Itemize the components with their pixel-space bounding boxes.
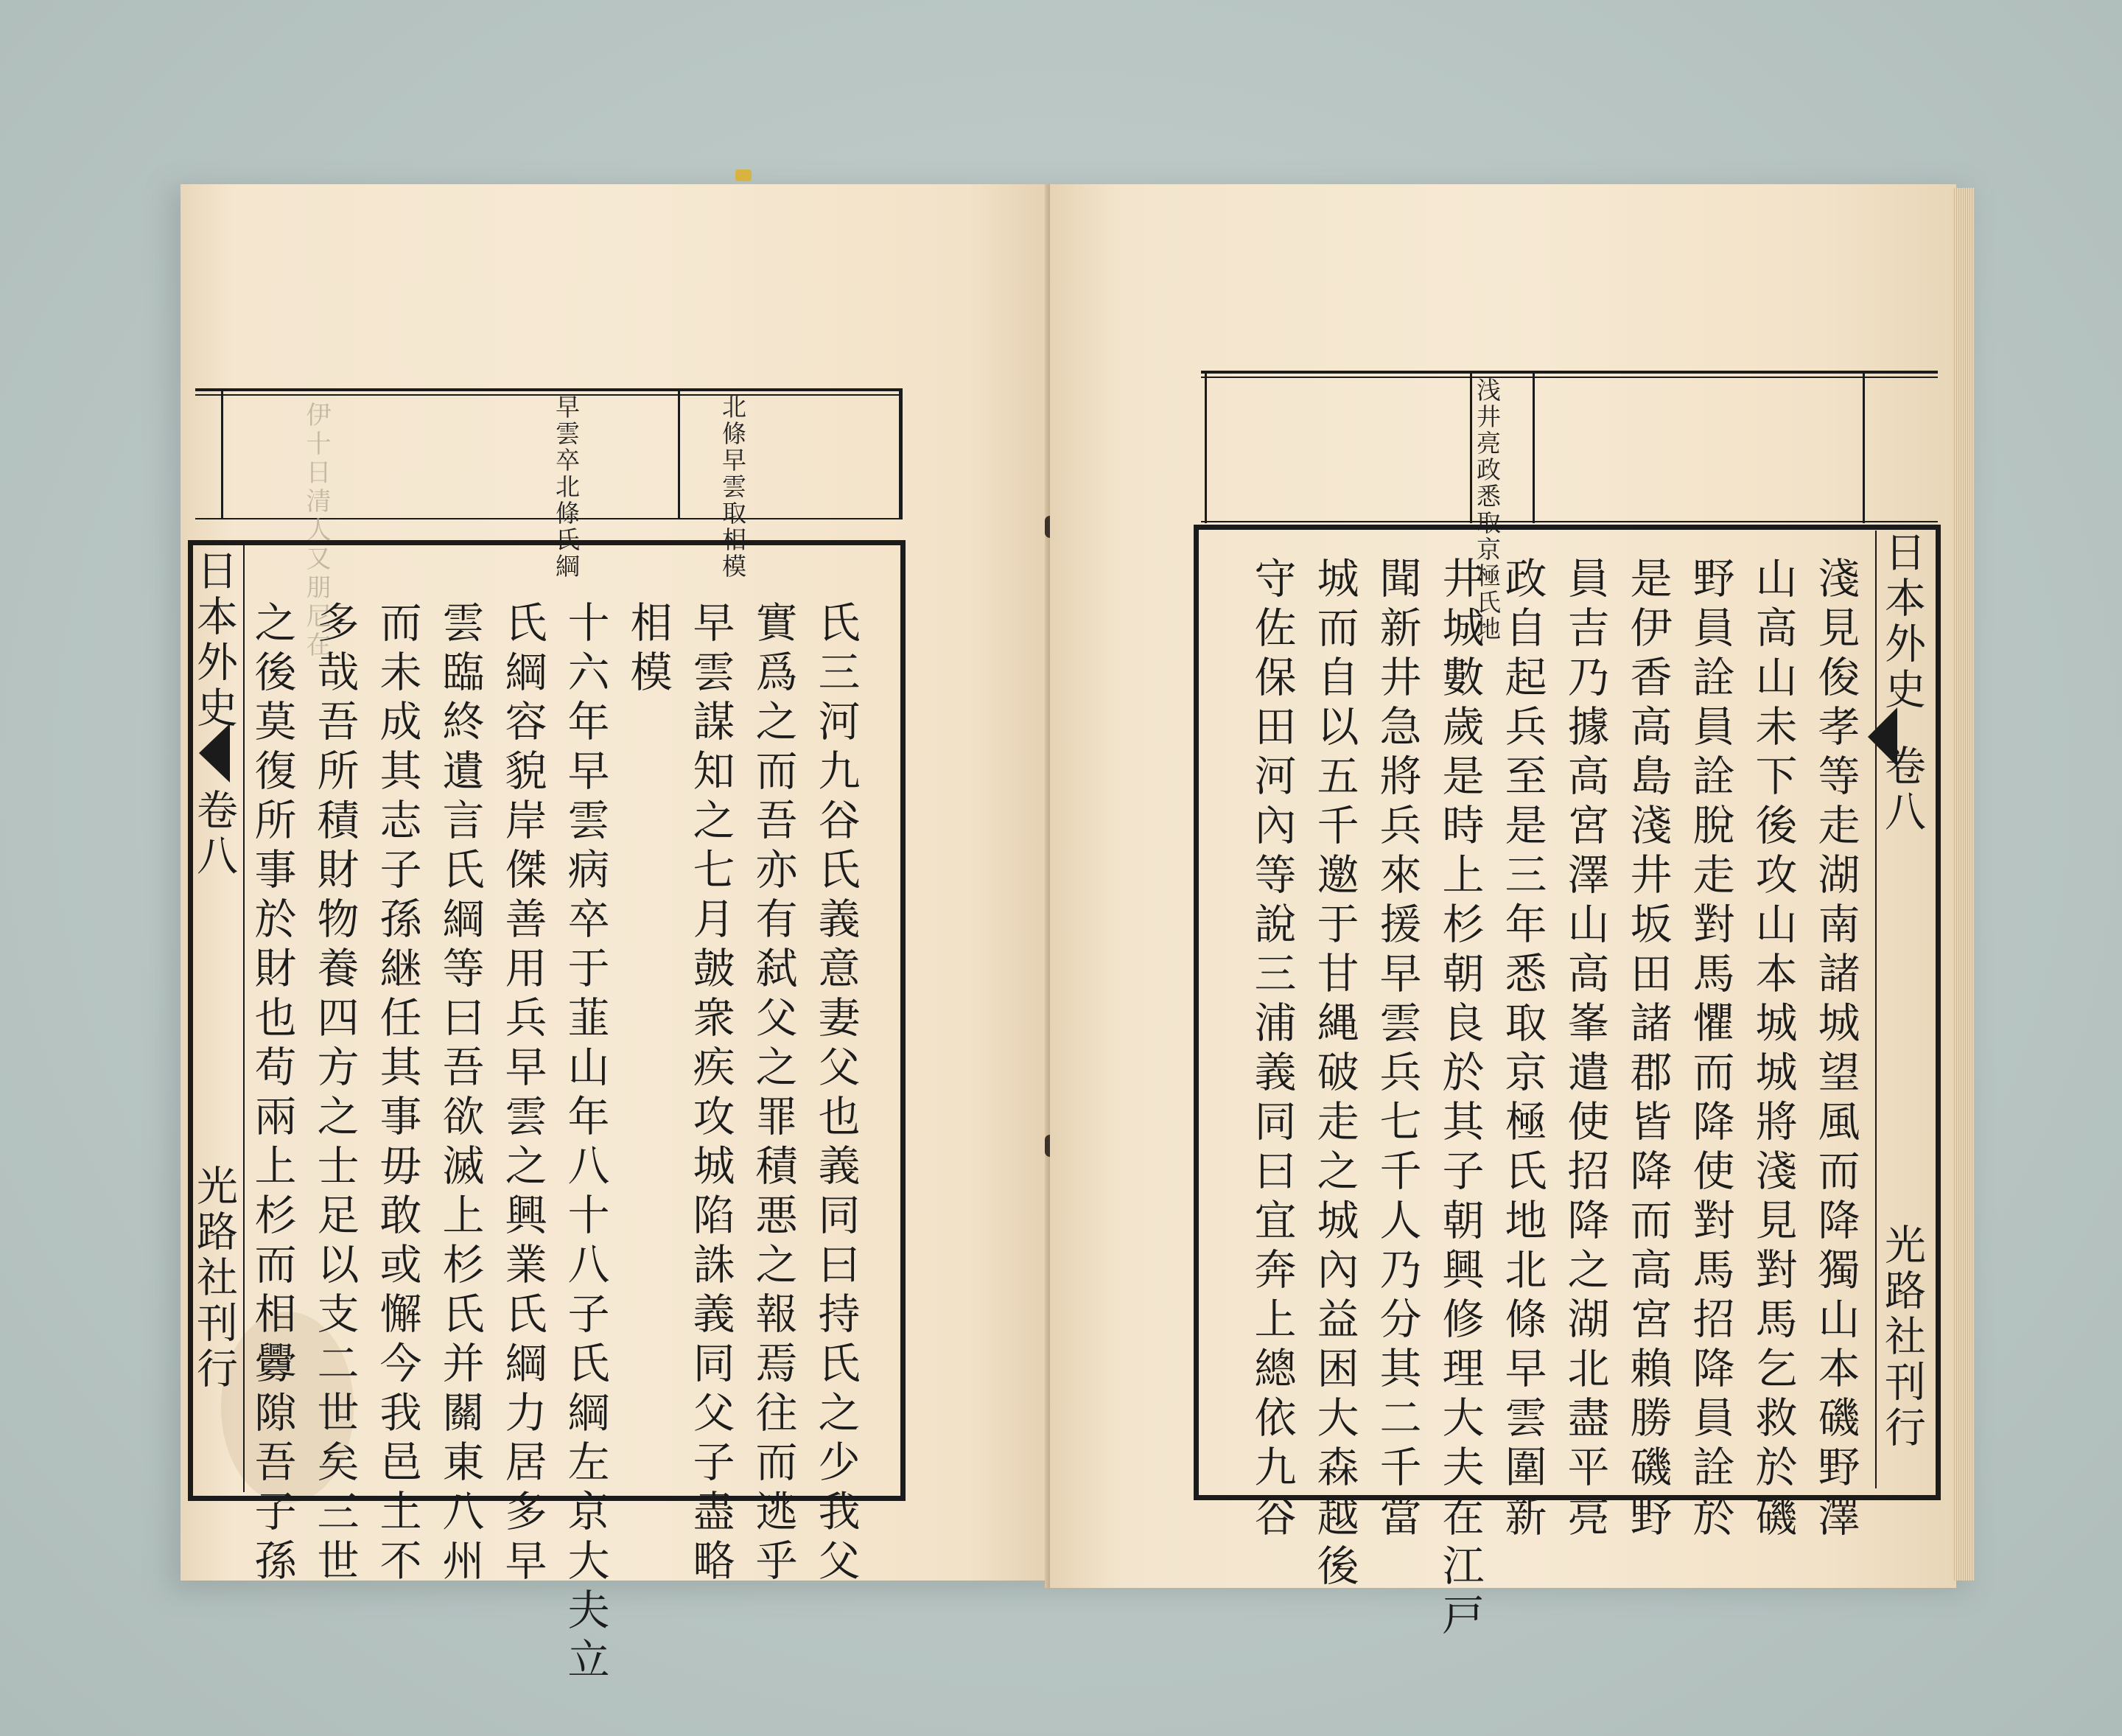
left-header-divider [899, 391, 903, 519]
right-header-divider [1205, 372, 1207, 523]
page-edges [1953, 188, 1975, 1581]
right-header-bottom-rule [1201, 521, 1938, 522]
left-text-column: 氏三河九谷氏義意妻父也義同曰持氏之少我父 [811, 601, 860, 1588]
left-header-top-rule-thin [195, 394, 903, 396]
left-spine-title: 日本外史 [190, 549, 238, 732]
right-text-column: 井城數歲是時上杉朝良於其子朝興修理大夫在江戸 [1435, 556, 1484, 1642]
right-header-divider [1863, 372, 1865, 523]
right-header-divider [1470, 372, 1472, 523]
left-text-column: 雲臨終遺言氏綱等曰吾欲滅上杉氏并關東八州 [435, 601, 484, 1588]
right-spine-bottom: 光路社刊行 [1878, 1223, 1926, 1452]
right-header-top-rule [1201, 371, 1938, 374]
left-header-note: 早雲卒北條氏綱 [552, 394, 581, 580]
left-header-top-rule [195, 388, 903, 391]
left-text-column: 實爲之而吾亦有弑父之罪積悪之報焉往而逃乎 [749, 601, 797, 1588]
left-text-column: 相模 [623, 601, 672, 699]
left-spine-bottom: 光路社刊行 [190, 1164, 238, 1393]
right-text-column: 員吉乃據高宮澤山高峯遣使招降之湖北盡平亮 [1561, 556, 1609, 1544]
right-spine-divider [1875, 531, 1877, 1488]
left-spine-divider [243, 545, 245, 1492]
right-text-column: 是伊香高島淺井坂田諸郡皆降而高宮賴勝磯野 [1623, 556, 1672, 1544]
left-text-column: 十六年早雲病卒于韮山年八十八子氏綱左京大夫立 [561, 601, 609, 1687]
yellow-spot [735, 169, 752, 181]
right-text-column: 守佐保田河內等說三浦義同曰宜奔上總依九谷 [1247, 556, 1296, 1544]
left-text-column: 氏綱容貌岸傑善用兵早雲之興業氏綱力居多早 [498, 601, 547, 1588]
right-spine-title: 日本外史 [1878, 531, 1926, 713]
right-header-top-rule-thin [1201, 377, 1938, 378]
right-spine-volume: 卷八 [1878, 744, 1926, 836]
left-header-note: 北條早雲取相模 [718, 394, 747, 580]
right-text-column: 政自起兵至是三年悉取京極氏地北條早雲圍新 [1498, 556, 1547, 1544]
right-header-divider [1533, 372, 1535, 523]
left-text-column: 多哉吾所積財物養四方之士足以支二世矣三世 [310, 601, 359, 1588]
right-text-column: 城而自以五千邀于甘縄破走之城內益困大森越後 [1310, 556, 1359, 1593]
right-header-note: 浅井亮政悉取京極氏地 [1473, 377, 1502, 643]
right-text-column: 聞新井急將兵來援早雲兵七千人乃分其二千當 [1373, 556, 1421, 1544]
left-text-column: 早雲謀知之七月皷衆疾攻城陷誅義同父子盡略 [686, 601, 735, 1588]
left-header-faint-note: 伊十日清人又朋尼在 [301, 402, 331, 660]
left-header-divider [221, 391, 223, 519]
right-text-column: 野員詮員詮脫走對馬懼而降使對馬招降員詮於 [1686, 556, 1734, 1544]
left-text-column: 之後莫復所事於財也苟兩上杉而相釁隙吾子孫 [248, 601, 296, 1588]
right-text-column: 淺見俊孝等走湖南諸城望風而降獨山本磯野澤 [1811, 556, 1860, 1544]
left-text-column: 而未成其志子孫継任其事毋敢或懈今我邑土不 [373, 601, 421, 1588]
right-text-column: 山高山未下後攻山本城城將淺見對馬乞救於磯 [1748, 556, 1797, 1544]
left-spine-volume: 卷八 [190, 788, 238, 880]
left-header-divider [678, 391, 680, 519]
left-spine-marker [199, 724, 230, 783]
